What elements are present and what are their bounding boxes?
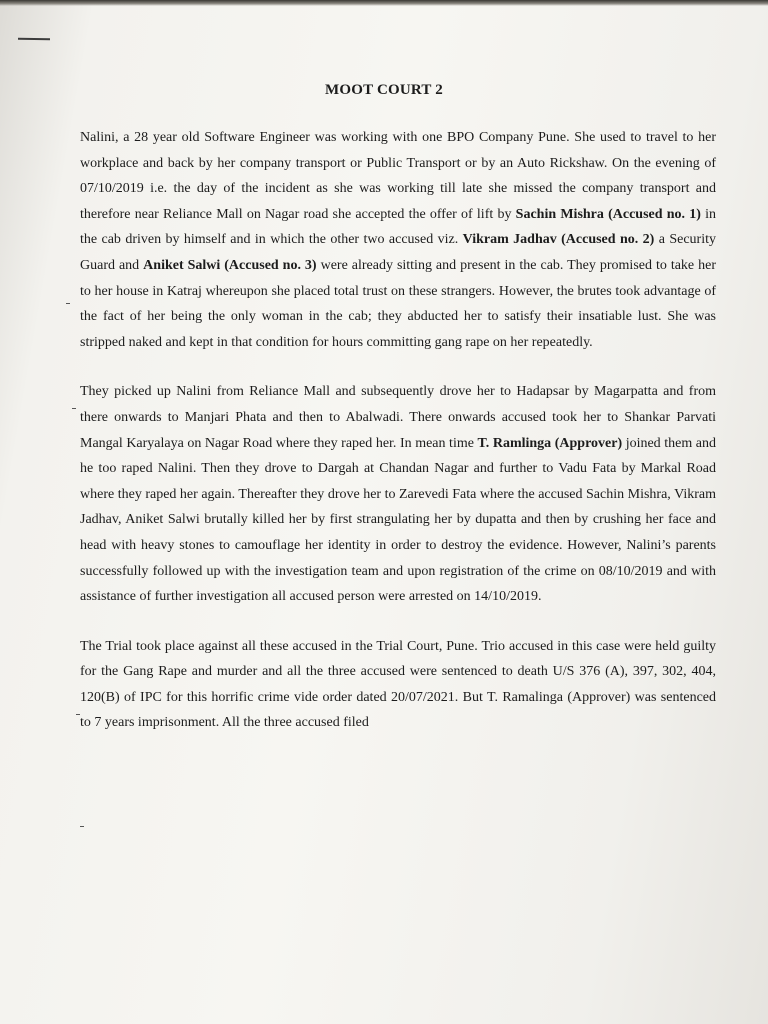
text-segment: a Security Guard and <box>80 232 716 273</box>
paragraph <box>80 125 716 355</box>
text-segment: The Trial took place against all these accused in the Trial Court, Pune. Trio accused in this case were held guilty for the Gang Rape and murder and all the three accused were sentenced to death U/S 376 (A), 397, 302, 404, 120(B) of IPC for this horrific crime vide order dated 20/07/2021. But T. Ramalinga (Approver) was sentenced to 7 years imprisonment. All the three accused filed <box>80 638 716 731</box>
margin-mark <box>80 826 84 827</box>
paragraph <box>80 379 716 609</box>
text-segment: They picked up Nalini from Reliance Mall and subsequently drove her to Hadapsar by Magarpatta and from there onwards to Manjari Phata and then to Abalwadi. There onwards accused took her to Shankar Parvati Mangal Karyalaya on Nagar Road where they raped her. In mean time <box>80 384 716 451</box>
page-title: MOOT COURT 2 <box>325 82 443 98</box>
margin-mark <box>66 303 70 304</box>
accused-2-name: Vikram Jadhav (Accused no. 2) <box>462 232 655 248</box>
paragraph <box>80 634 716 736</box>
document-body <box>80 125 716 736</box>
text-segment: were already sitting and present in the cab. They promised to take her to her house in Katraj whereupon she placed total trust on these strangers. However, the brutes took advantage of the fact of her being the only woman in the cab; they abducted her to satisfy their insatiable lust. She was stripped naked and kept in that condition for hours committing gang rape on her repeatedly. <box>80 257 717 350</box>
pen-mark <box>18 38 50 41</box>
text-segment: Nalini, a 28 year old Software Engineer was working with one BPO Company Pune. She used to travel to her workplace and back by her company transport or Public Transport or by an Auto Rickshaw. On the evening of 07/10/2019 i.e. the day of the incident as she was working till late she missed the company transport and therefore near Reliance Mall on Nagar road she accepted the offer of lift by <box>80 130 716 222</box>
accused-1-name: Sachin Mishra (Accused no. 1) <box>515 206 701 222</box>
accused-3-name: Aniket Salwi (Accused no. 3) <box>143 257 317 273</box>
approver-name: T. Ramlinga (Approver) <box>477 435 623 451</box>
margin-mark <box>72 408 76 409</box>
text-segment: joined them and he too raped Nalini. Then they drove to Dargah at Chandan Nagar and further to Vadu Fata by Markal Road where they raped her again. Thereafter they drove her to Zarevedi Fata where the accused Sachin Mishra, Vikram Jadhav, Aniket Salwi brutally killed her by first strangulating her by dupatta and then by crushing her face and head with heavy stones to camouflage her identity in order to destroy the evidence. However, Nalini’s parents successfully followed up with the investigation team and upon registration of the crime on 08/10/2019 and with assistance of further investigation all accused person were arrested on 14/10/2019. <box>80 435 716 605</box>
page-top-edge <box>0 0 768 6</box>
text-segment: in the cab driven by himself and in which the other two accused viz. <box>80 206 717 248</box>
